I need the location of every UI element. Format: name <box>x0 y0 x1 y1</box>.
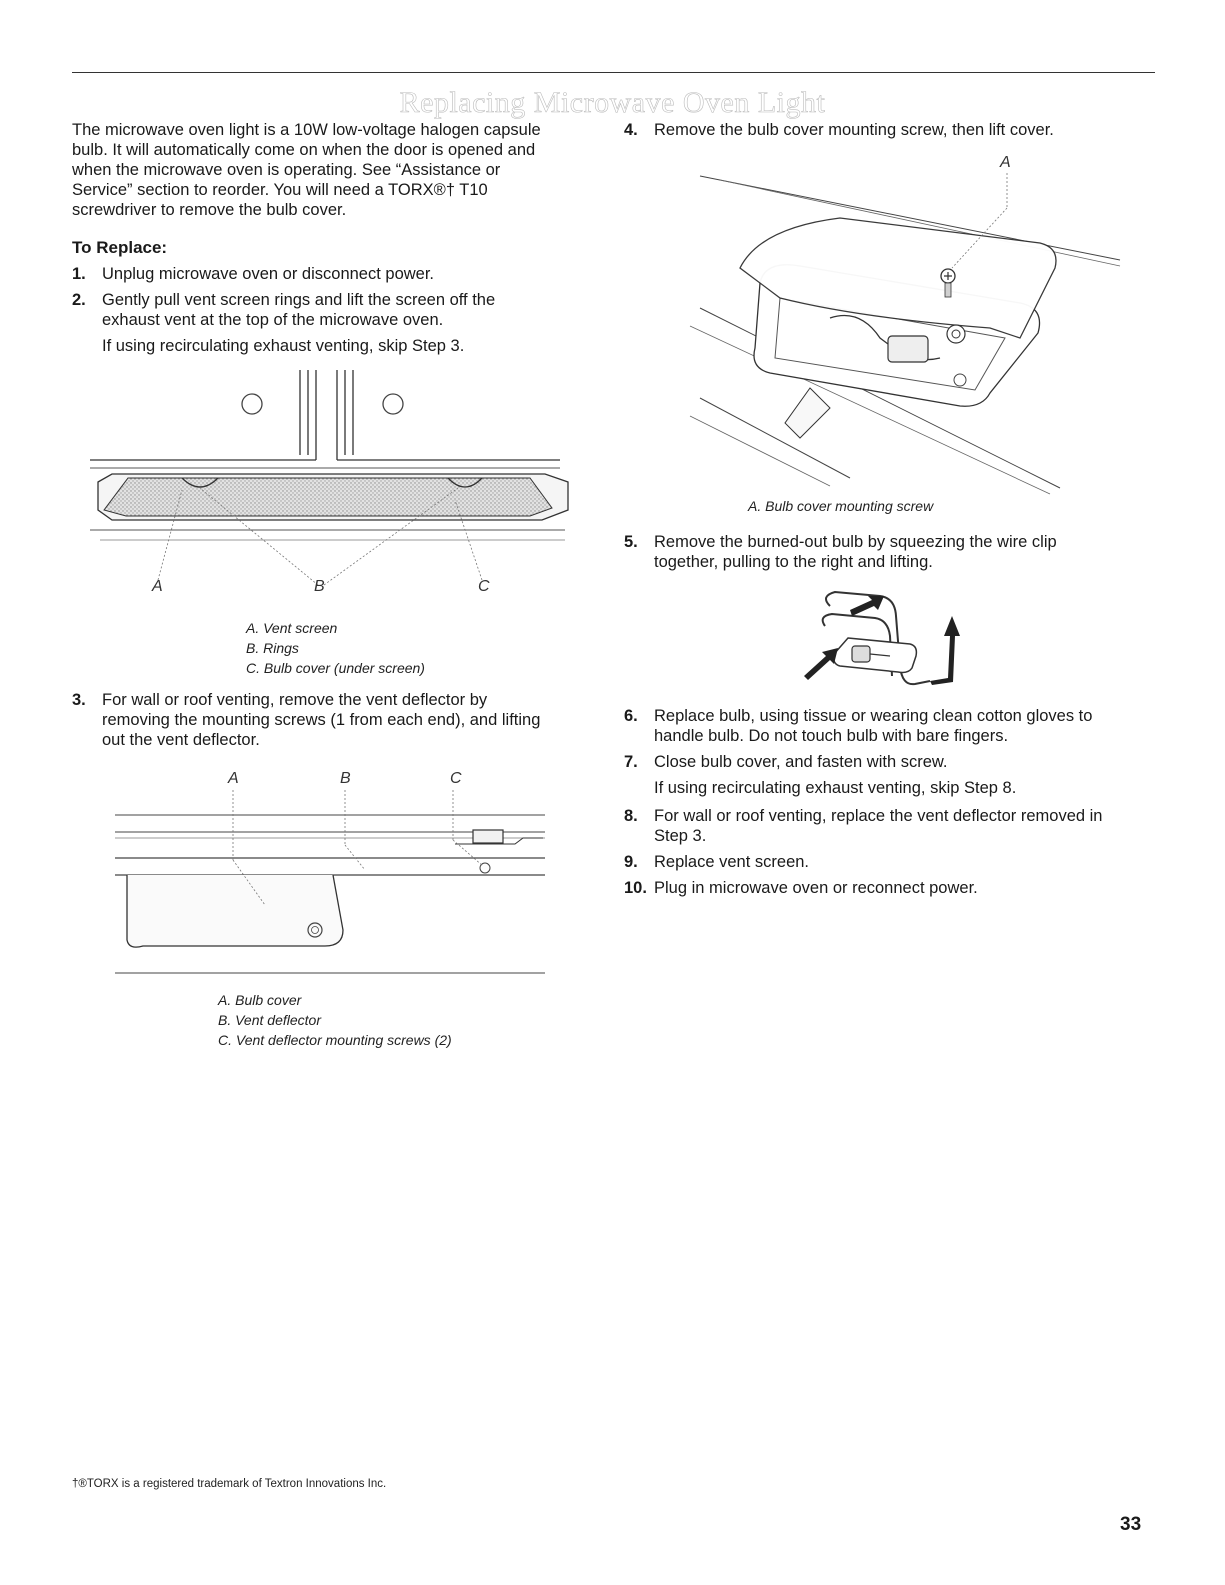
figure-label-b: B <box>314 578 325 595</box>
vent-screen-diagram <box>90 370 580 610</box>
figure-label-b: B <box>340 770 351 787</box>
step-number: 6. <box>624 707 638 725</box>
step-text: Gently pull vent screen rings and lift the screen off the <box>102 291 496 309</box>
footnote: †®TORX is a registered trademark of Textron Innovations Inc. <box>72 1478 387 1490</box>
step-text: Step 3. <box>654 827 707 845</box>
step-text: out the vent deflector. <box>102 731 260 749</box>
vent-deflector-diagram <box>115 790 550 980</box>
step-note: If using recirculating exhaust venting, skip Step 8. <box>654 779 1017 797</box>
step-text: handle bulb. Do not touch bulb with bare fingers. <box>654 727 1009 745</box>
caption-line: C. Vent deflector mounting screws (2) <box>218 1032 452 1048</box>
step-note: If using recirculating exhaust venting, skip Step 3. <box>102 337 465 355</box>
caption-line: A. Vent screen <box>246 620 338 636</box>
figure-label-a: A <box>228 770 239 787</box>
figure-label-c: C <box>450 770 462 787</box>
caption-line: B. Vent deflector <box>218 1012 321 1028</box>
page-title: Replacing Microwave Oven Light <box>399 86 826 119</box>
intro-paragraph <box>72 120 541 220</box>
step-text: Replace vent screen. <box>654 853 810 871</box>
step-text: For wall or roof venting, replace the vent deflector removed in <box>654 807 1103 825</box>
step-text: For wall or roof venting, remove the vent deflector by <box>102 691 488 709</box>
step-number: 7. <box>624 753 638 771</box>
bulb-clip-diagram <box>800 586 980 696</box>
intro-line: bulb. It will automatically come on when the door is opened and <box>72 141 536 159</box>
caption-line: A. Bulb cover mounting screw <box>748 498 934 514</box>
figure-label-a: A <box>1000 154 1011 171</box>
figure-caption <box>218 990 452 1050</box>
figure-label-a: A <box>152 578 163 595</box>
step-number: 5. <box>624 533 638 551</box>
step-number: 9. <box>624 853 638 871</box>
step-text: exhaust vent at the top of the microwave oven. <box>102 311 444 329</box>
step-text: Unplug microwave oven or disconnect power. <box>102 265 435 283</box>
caption-line: C. Bulb cover (under screen) <box>246 660 425 676</box>
step-number: 4. <box>624 121 638 139</box>
step-number: 2. <box>72 291 86 309</box>
step-number: 8. <box>624 807 638 825</box>
intro-line: when the microwave oven is operating. See “Assistance or <box>72 161 501 179</box>
figure-label-c: C <box>478 578 490 595</box>
page-number: 33 <box>1120 1514 1142 1535</box>
caption-line: B. Rings <box>246 640 299 656</box>
to-replace-heading: To Replace: <box>72 238 168 257</box>
intro-line: Service” section to reorder. You will need a TORX®† T10 <box>72 181 488 199</box>
step-number: 1. <box>72 265 86 283</box>
step-number: 10. <box>624 879 647 897</box>
bulb-cover-diagram <box>660 168 1130 498</box>
step-text: Plug in microwave oven or reconnect power. <box>654 879 978 897</box>
figure-caption <box>246 618 425 678</box>
intro-line: screwdriver to remove the bulb cover. <box>72 201 347 219</box>
top-rule <box>72 72 1155 73</box>
step-text: Remove the burned-out bulb by squeezing the wire clip <box>654 533 1057 551</box>
step-text: Replace bulb, using tissue or wearing clean cotton gloves to <box>654 707 1093 725</box>
step-text: Remove the bulb cover mounting screw, then lift cover. <box>654 121 1054 139</box>
step-text: removing the mounting screws (1 from each end), and lifting <box>102 711 541 729</box>
intro-line: The microwave oven light is a 10W low-voltage halogen capsule <box>72 121 541 139</box>
caption-line: A. Bulb cover <box>218 992 302 1008</box>
step-text: Close bulb cover, and fasten with screw. <box>654 753 948 771</box>
step-text: together, pulling to the right and lifting. <box>654 553 933 571</box>
figure-caption <box>748 496 933 516</box>
step-number: 3. <box>72 691 86 709</box>
